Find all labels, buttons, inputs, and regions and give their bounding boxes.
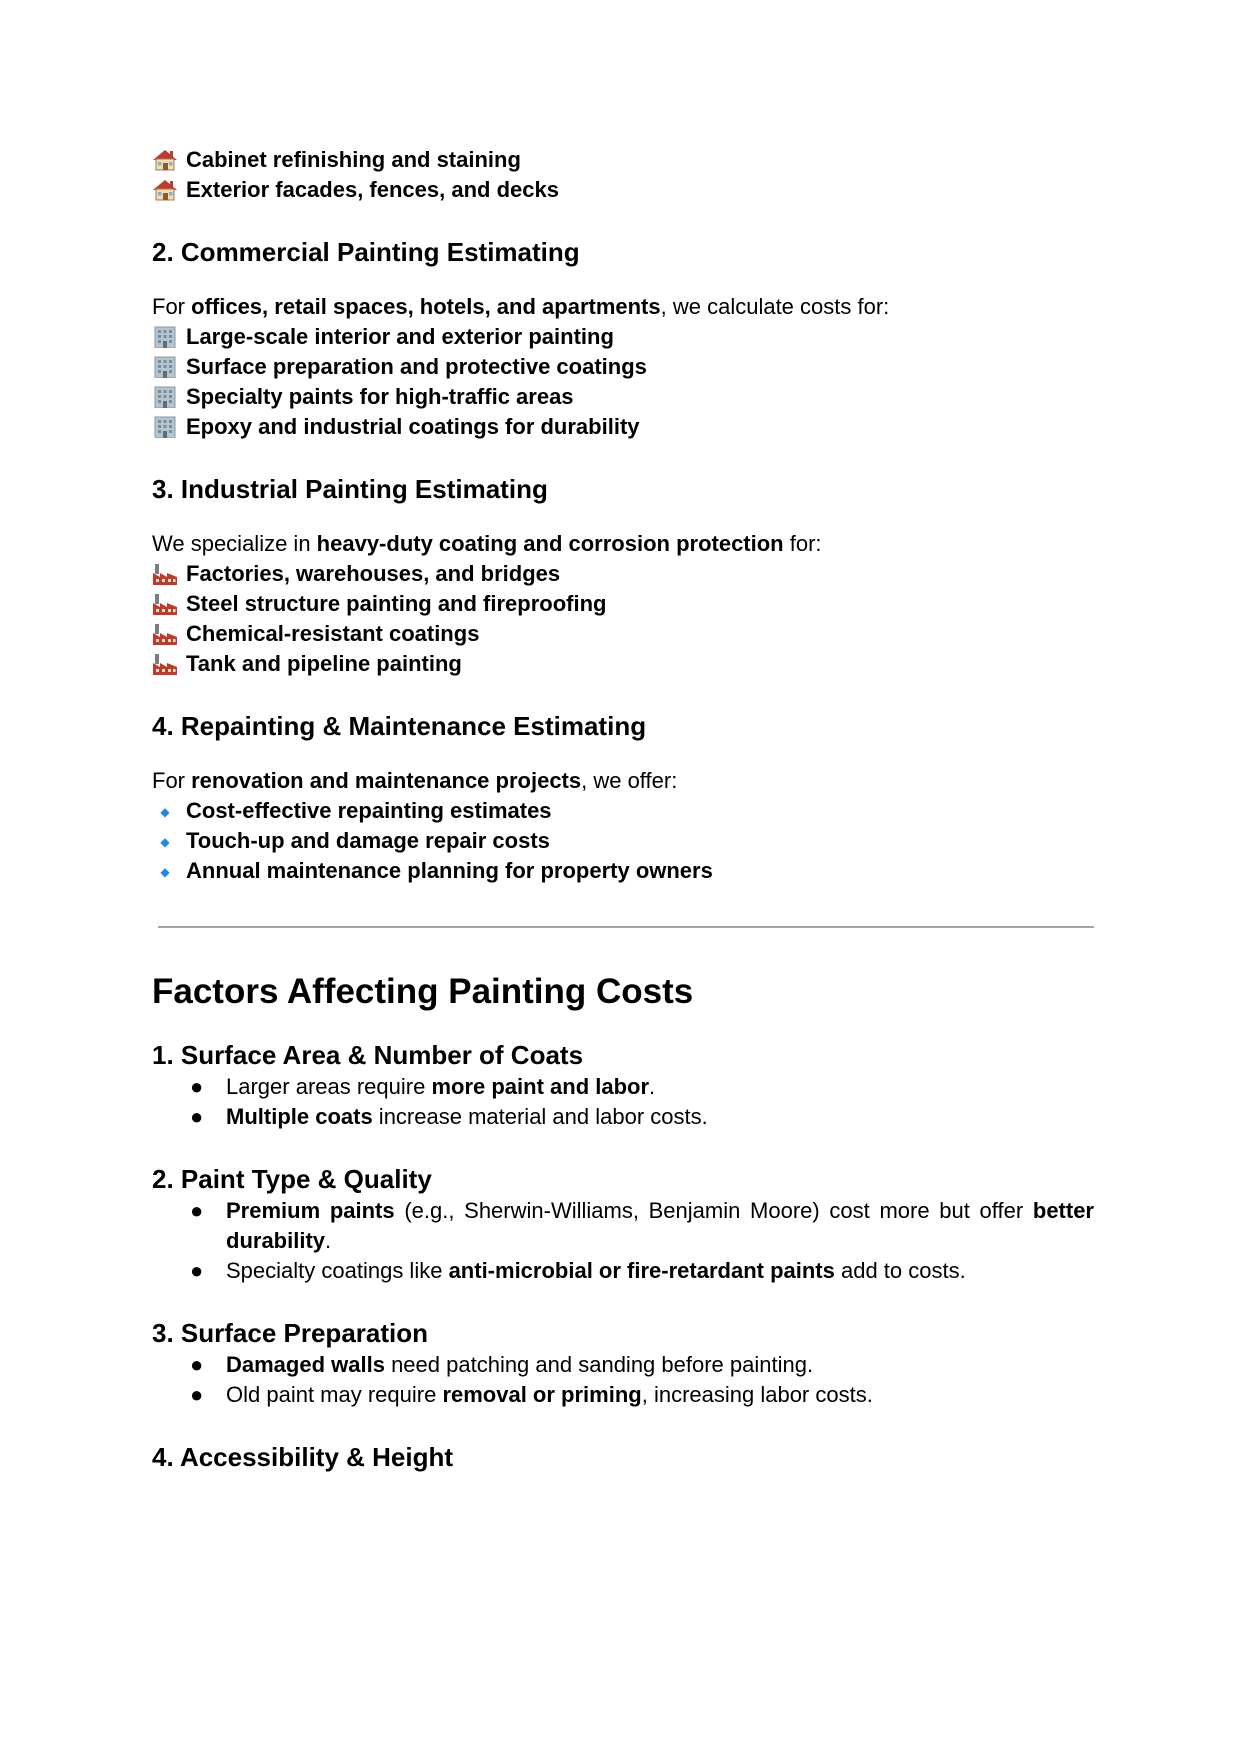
page-title: Factors Affecting Painting Costs xyxy=(152,972,694,1011)
industrial-intro: We specialize in heavy-duty coating and corrosion protection for: xyxy=(152,531,822,556)
list-item: ● Premium paints (e.g., Sherwin-Williams, Benjamin Moore) cost more but offer better durability. xyxy=(190,1198,1094,1253)
factor-list-surface-preparation xyxy=(152,1350,1094,1410)
factory-icon xyxy=(152,623,178,645)
factory-icon xyxy=(152,653,178,675)
industrial-list xyxy=(152,559,1094,679)
bullet-icon: ● xyxy=(190,1198,204,1223)
section-heading-commercial: 2. Commercial Painting Estimating xyxy=(152,237,580,267)
list-item: Cabinet refinishing and staining xyxy=(152,145,1094,175)
factory-icon xyxy=(152,563,178,585)
factor-heading-surface-preparation: 3. Surface Preparation xyxy=(152,1318,428,1348)
list-item: Epoxy and industrial coatings for durability xyxy=(152,412,1094,442)
factor-heading-surface-area: 1. Surface Area & Number of Coats xyxy=(152,1040,584,1070)
bullet-icon: ● xyxy=(190,1352,204,1377)
list-item: Chemical-resistant coatings xyxy=(152,619,1094,649)
repainting-intro: For renovation and maintenance projects, we offer: xyxy=(152,768,678,793)
residential-list xyxy=(152,145,1094,205)
list-item: Exterior facades, fences, and decks xyxy=(152,175,1094,205)
commercial-list xyxy=(152,322,1094,442)
list-item: Large-scale interior and exterior painting xyxy=(152,322,1094,352)
office-building-icon xyxy=(152,326,178,348)
list-item: ● Specialty coatings like anti-microbial or fire-retardant paints add to costs. xyxy=(152,1256,1094,1286)
commercial-intro: For offices, retail spaces, hotels, and apartments, we calculate costs for: xyxy=(152,294,890,319)
section-heading-repainting: 4. Repainting & Maintenance Estimating xyxy=(152,711,647,741)
bullet-icon: ● xyxy=(190,1104,204,1129)
house-icon xyxy=(152,179,178,201)
bullet-icon: ● xyxy=(190,1074,204,1099)
bullet-icon: ● xyxy=(190,1382,204,1407)
office-building-icon xyxy=(152,416,178,438)
document-page xyxy=(152,145,1094,1474)
list-item: ◆ Annual maintenance planning for property owners xyxy=(152,856,1094,886)
diamond-bullet-icon: ◆ xyxy=(160,805,170,819)
section-divider xyxy=(158,926,1094,928)
list-item: ◆ Touch-up and damage repair costs xyxy=(152,826,1094,856)
list-item: Specialty paints for high-traffic areas xyxy=(152,382,1094,412)
diamond-bullet-icon: ◆ xyxy=(160,865,170,879)
section-heading-industrial: 3. Industrial Painting Estimating xyxy=(152,474,548,504)
list-item: ● Larger areas require more paint and labor. xyxy=(152,1072,1094,1102)
repainting-list xyxy=(152,796,1094,886)
list-item: Surface preparation and protective coatings xyxy=(152,352,1094,382)
list-item: Tank and pipeline painting xyxy=(152,649,1094,679)
list-item: Steel structure painting and fireproofing xyxy=(152,589,1094,619)
list-item: ● Damaged walls need patching and sanding before painting. xyxy=(152,1350,1094,1380)
factor-heading-paint-type: 2. Paint Type & Quality xyxy=(152,1164,432,1194)
house-icon xyxy=(152,149,178,171)
bullet-icon: ● xyxy=(190,1258,204,1283)
office-building-icon xyxy=(152,386,178,408)
factor-list-paint-type xyxy=(152,1196,1094,1286)
factor-heading-accessibility: 4. Accessibility & Height xyxy=(152,1442,454,1472)
list-item: ● Multiple coats increase material and labor costs. xyxy=(152,1102,1094,1132)
list-item: ◆ Cost-effective repainting estimates xyxy=(152,796,1094,826)
diamond-bullet-icon: ◆ xyxy=(160,835,170,849)
office-building-icon xyxy=(152,356,178,378)
list-item: Factories, warehouses, and bridges xyxy=(152,559,1094,589)
factor-list-surface-area xyxy=(152,1072,1094,1132)
list-item: ● Old paint may require removal or priming, increasing labor costs. xyxy=(152,1380,1094,1410)
factory-icon xyxy=(152,593,178,615)
